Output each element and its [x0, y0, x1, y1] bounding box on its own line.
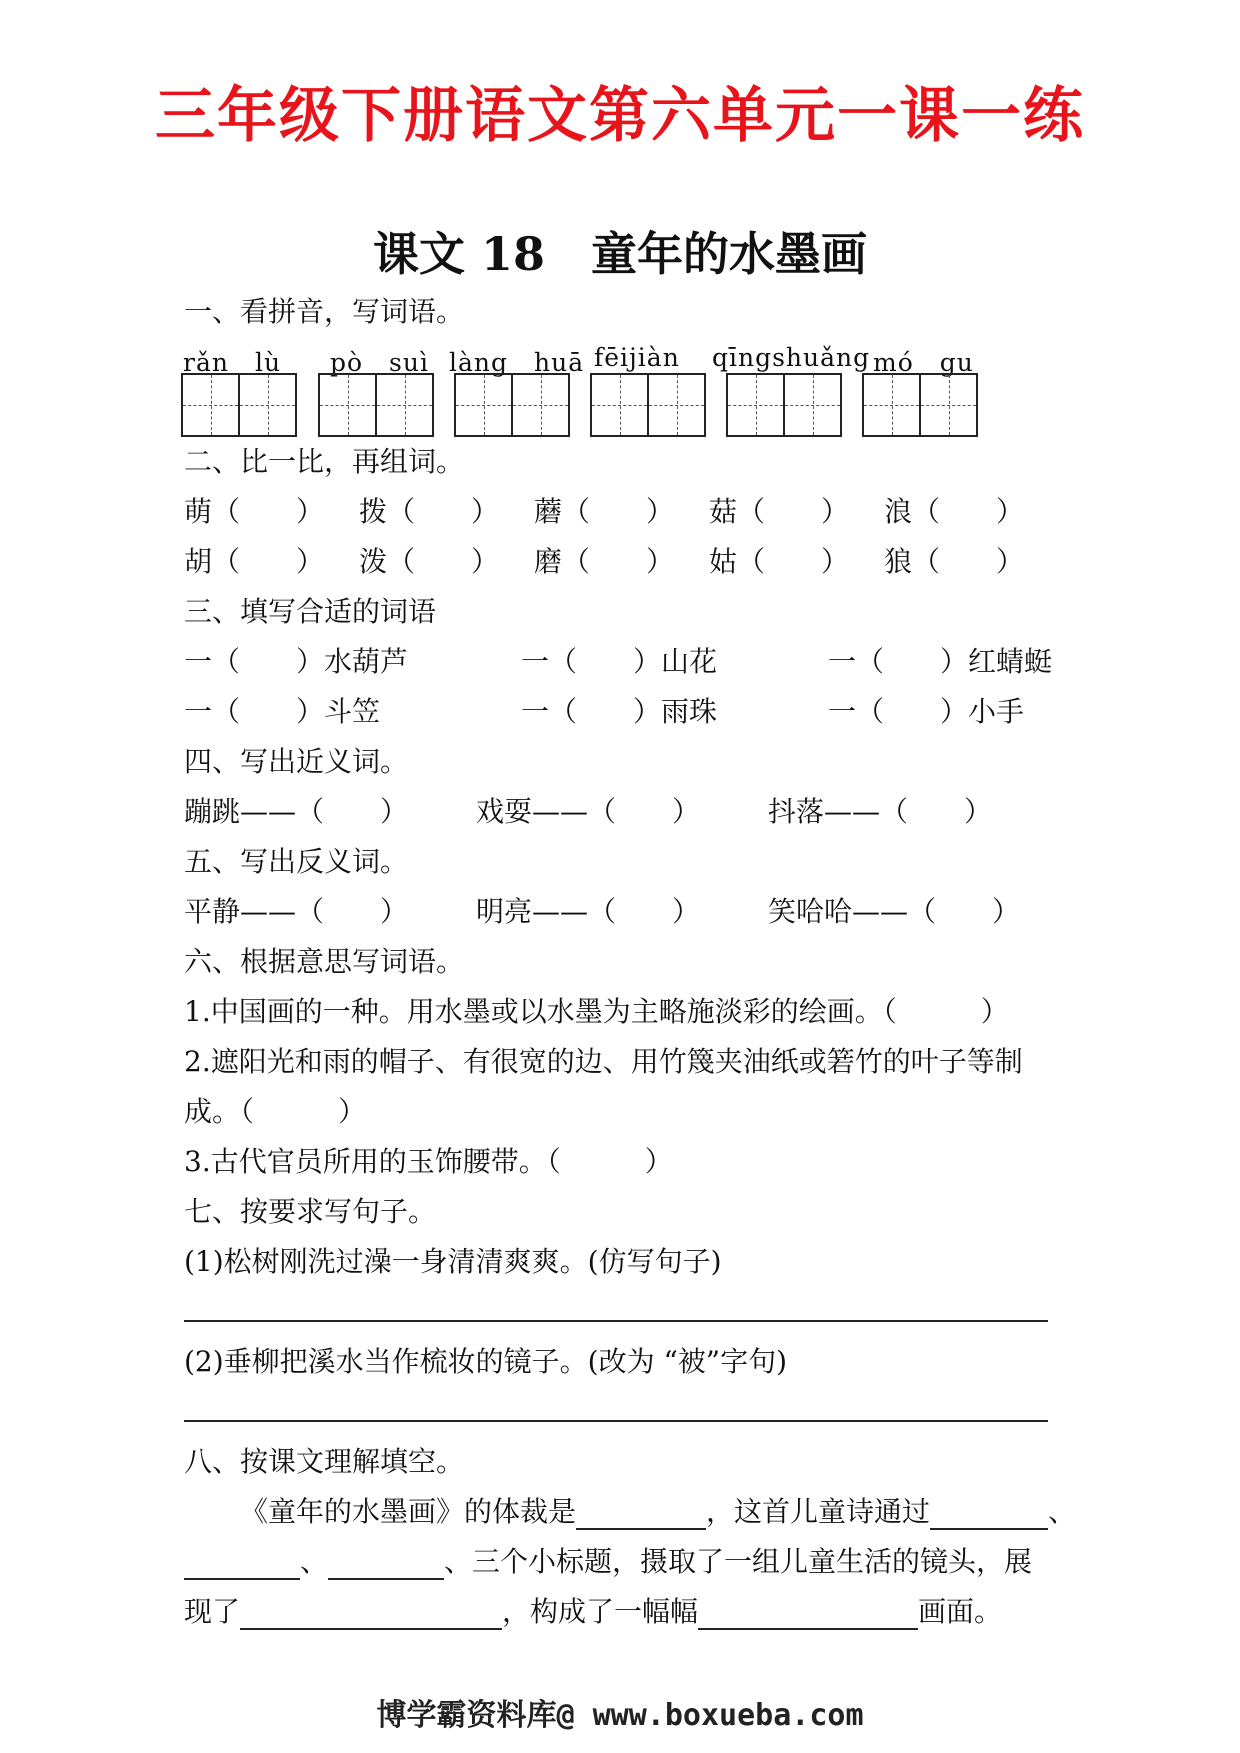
pinyin-label: fēijiàn	[594, 343, 680, 372]
fill-item: 一（ ）山花	[521, 645, 718, 678]
antonym-item: 笑哈哈——（ ）	[768, 895, 1021, 928]
compare-item: 萌（ ）	[184, 495, 325, 528]
section-1-heading: 一、看拼音，写词语。	[184, 295, 465, 328]
text: 《童年的水墨画》的体裁是	[240, 1495, 577, 1528]
pinyin-label: rǎn lù	[183, 348, 282, 377]
page-title: 三年级下册语文第六单元一课一练	[155, 81, 1085, 151]
blank[interactable]	[698, 1600, 918, 1630]
sentence-question: (1)松树刚洗过澡一身清清爽爽。(仿写句子)	[184, 1245, 722, 1278]
synonym-item: 蹦跳——（ ）	[184, 795, 409, 828]
synonym-item: 抖落——（ ）	[768, 795, 993, 828]
footer-watermark: 博学霸资料库@ www.boxueba.com	[376, 1698, 864, 1733]
section-3-heading: 三、填写合适的词语	[184, 595, 437, 628]
fill-item: 一（ ）斗笠	[184, 695, 381, 728]
sentence-question: (2)垂柳把溪水当作梳妆的镜子。(改为 “被”字句)	[184, 1345, 788, 1378]
blank[interactable]	[240, 1600, 502, 1630]
writing-grid[interactable]	[862, 373, 976, 437]
fill-paragraph-line	[240, 1490, 1076, 1530]
pinyin-label: pò suì	[330, 348, 429, 377]
fill-paragraph-line	[184, 1590, 1002, 1630]
section-4-heading: 四、写出近义词。	[184, 745, 409, 778]
antonym-item: 平静——（ ）	[184, 895, 409, 928]
text: 、	[1048, 1495, 1077, 1528]
compare-item: 浪（ ）	[884, 495, 1025, 528]
writing-grid[interactable]	[454, 373, 568, 437]
blank[interactable]	[930, 1500, 1048, 1530]
text: 、三个小标题，摄取了一组儿童生活的镜头，展	[444, 1545, 1033, 1578]
section-7-heading: 七、按要求写句子。	[184, 1195, 437, 1228]
blank[interactable]	[576, 1500, 706, 1530]
definition-question: 2.遮阳光和雨的帽子、有很宽的边、用竹篾夹油纸或箬竹的叶子等制	[184, 1045, 1023, 1078]
text: 画面。	[918, 1595, 1003, 1628]
pinyin-label: qīngshuǎng	[712, 343, 871, 372]
compare-item: 胡（ ）	[184, 545, 325, 578]
compare-item: 泼（ ）	[359, 545, 500, 578]
compare-item: 磨（ ）	[534, 545, 675, 578]
section-8-heading: 八、按课文理解填空。	[184, 1445, 465, 1478]
section-2-heading: 二、比一比，再组词。	[184, 445, 465, 478]
fill-item: 一（ ）红蜻蜓	[828, 645, 1053, 678]
fill-item: 一（ ）雨珠	[521, 695, 718, 728]
answer-line[interactable]	[184, 1320, 1048, 1322]
writing-grid[interactable]	[590, 373, 704, 437]
text: 、	[300, 1545, 329, 1578]
text: ，构成了一幅幅	[502, 1595, 699, 1628]
fill-paragraph-line	[184, 1540, 1032, 1580]
lesson-title: 课文 18 童年的水墨画	[372, 227, 868, 281]
synonym-item: 戏耍——（ ）	[476, 795, 701, 828]
definition-question: 1.中国画的一种。用水墨或以水墨为主略施淡彩的绘画。（ ）	[184, 995, 1009, 1028]
definition-question-cont: 成。（ ）	[184, 1095, 367, 1128]
answer-line[interactable]	[184, 1420, 1048, 1422]
compare-item: 姑（ ）	[709, 545, 850, 578]
text: 现了	[184, 1595, 241, 1628]
compare-item: 蘑（ ）	[534, 495, 675, 528]
text: ，这首儿童诗通过	[706, 1495, 931, 1528]
pinyin-label: mó gu	[873, 348, 974, 377]
blank[interactable]	[184, 1550, 300, 1580]
compare-item: 拨（ ）	[359, 495, 500, 528]
writing-grid[interactable]	[726, 373, 840, 437]
writing-grid[interactable]	[181, 373, 295, 437]
pinyin-label: làng huā	[449, 348, 585, 377]
section-6-heading: 六、根据意思写词语。	[184, 945, 465, 978]
blank[interactable]	[328, 1550, 444, 1580]
compare-item: 狼（ ）	[884, 545, 1025, 578]
antonym-item: 明亮——（ ）	[476, 895, 701, 928]
definition-question: 3.古代官员所用的玉饰腰带。（ ）	[184, 1145, 673, 1178]
section-5-heading: 五、写出反义词。	[184, 845, 409, 878]
writing-grid[interactable]	[318, 373, 432, 437]
fill-item: 一（ ）水葫芦	[184, 645, 409, 678]
compare-item: 菇（ ）	[709, 495, 850, 528]
fill-item: 一（ ）小手	[828, 695, 1025, 728]
